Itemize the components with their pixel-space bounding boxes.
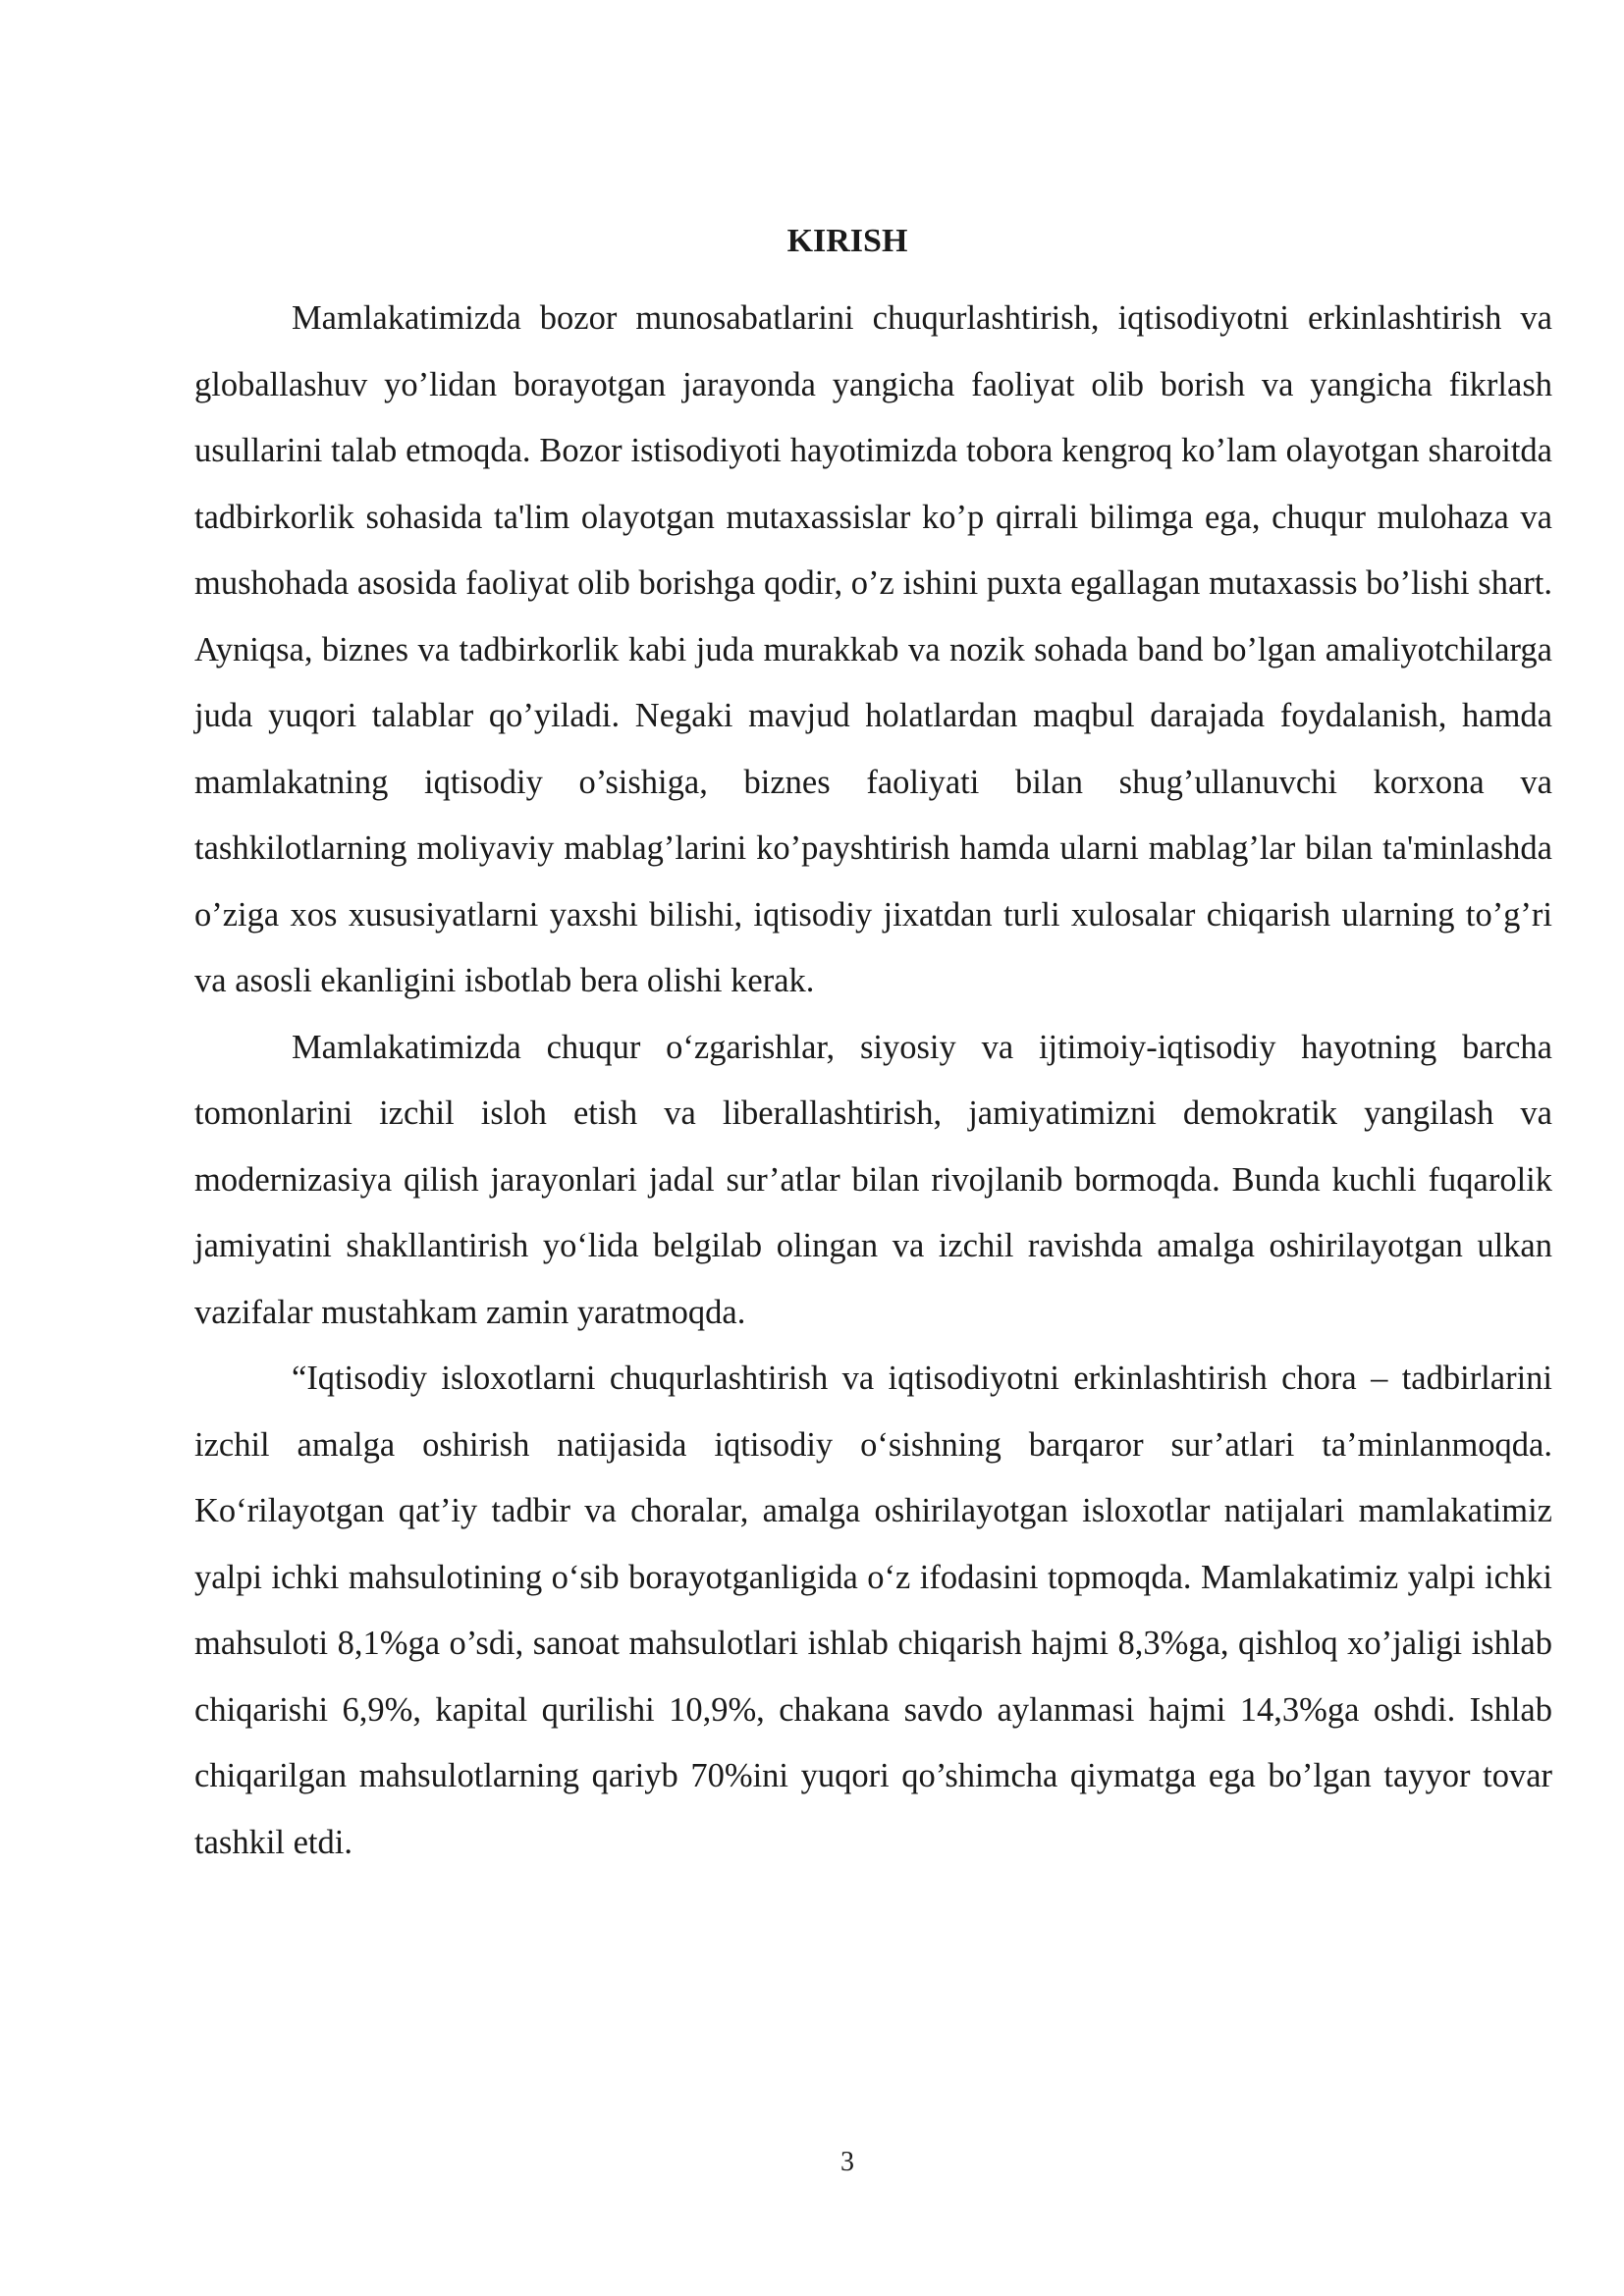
page-number: 3 xyxy=(840,2147,854,2177)
section-title: KIRISH xyxy=(786,223,908,259)
paragraph-3: “Iqtisodiy isloxotlarni chuqurlashtirish va iqtisodiyotni erkinlashtirish chora – tadbirlarini izchil amalga oshirish natijasida iqtisodiy o‘sishning barqaror sur’atlari ta’minlanmoqda. Ko‘rilayotgan qat’iy tadbir va choralar, amalga oshirilayotgan isloxotlar natijalari mamlakatimiz yalpi ichki mahsulotining o‘sib borayotganligida o‘z ifodasini topmoqda. Mamlakatimiz yalpi ichki mahsuloti 8,1%ga o’sdi, sanoat mahsulotlari ishlab chiqarish hajmi 8,3%ga, qishloq xo’jaligi ishlab chiqarishi 6,9%, kapital qurilishi 10,9%, chakana savdo aylanmasi hajmi 14,3%ga oshdi. Ishlab chiqarilgan mahsulotlarning qariyb 70%ini yuqori qo’shimcha qiymatga ega bo’lgan tayyor tovar tashkil etdi. xyxy=(194,1360,1552,1861)
paragraph-2: Mamlakatimizda chuqur o‘zgarishlar, siyosiy va ijtimoiy-iqtisodiy hayotning barcha tomonlarini izchil isloh etish va liberallashtirish, jamiyatimizni demokratik yangilash va modernizasiya qilish jarayonlari jadal sur’atlar bilan rivojlanib bormoqda. Bunda kuchli fuqarolik jamiyatini shakllantirish yo‘lida belgilab olingan va izchil ravishda amalga oshirilayotgan ulkan vazifalar mustahkam zamin yaratmoqda. xyxy=(194,1028,1552,1331)
paragraph-1: Mamlakatimizda bozor munosabatlarini chuqurlashtirish, iqtisodiyotni erkinlashtirish va globallashuv yo’lidan borayotgan jarayonda yangicha faoliyat olib borish va yangicha fikrlash usullarini talab etmoqda. Bozor istisodiyoti hayotimizda tobora kengroq ko’lam olayotgan sharoitda tadbirkorlik sohasida ta'lim olayotgan mutaxassislar ko’p qirrali bilimga ega, chuqur mulohaza va mushohada asosida faoliyat olib borishga qodir, o’z ishini puxta egallagan mutaxassis bo’lishi shart. Ayniqsa, biznes va tadbirkorlik kabi juda murakkab va nozik sohada band bo’lgan amaliyotchilarga juda yuqori talablar qo’yiladi. Negaki mavjud holatlardan maqbul darajada foydalanish, hamda mamlakatning iqtisodiy o’sishiga, biznes faoliyati bilan shug’ullanuvchi korxona va tashkilotlarning moliyaviy mablag’larini ko’payshtirish hamda ularni mablag’lar bilan ta'minlashda o’ziga xos xususiyatlarni yaxshi bilishi, iqtisodiy jixatdan turli xulosalar chiqarish ularning to’g’ri va asosli ekanligini isbotlab bera olishi kerak. xyxy=(194,299,1552,999)
body-text xyxy=(194,286,1552,1876)
